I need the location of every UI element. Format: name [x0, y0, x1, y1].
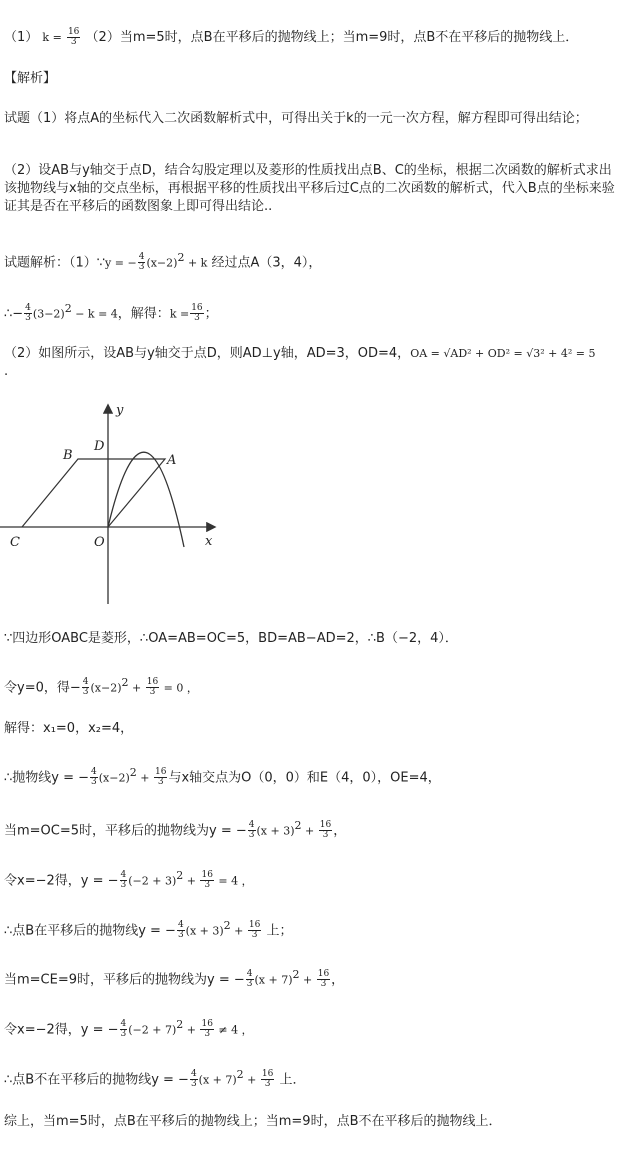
fraction: $\frac{16}{3}$	[67, 27, 80, 47]
point-C-label: C	[10, 535, 20, 550]
analysis-header: 【解析】	[4, 71, 57, 86]
fraction: $\frac{4}{3}$	[248, 820, 255, 841]
analysis-paragraph-2: （2）设AB与y轴交于点D，结合勾股定理以及菱形的性质找出点B、C的坐标，根据二次函数的解析式求出该抛物线与x轴的交点坐标，再根据平移的性质找出平移后过C点的二次函数的解析式，代入B点的坐标来验证其是否在平移后的函数图象上即可得出结论..	[4, 163, 615, 214]
fraction: $\frac{4}{3}$	[190, 1069, 197, 1090]
rhombus-OABC	[22, 459, 165, 527]
fraction: $\frac{4}{3}$	[91, 767, 97, 788]
solution-line-12: 令x=−2得，y = − $\frac{4}{3}$ $(-2 + 7)^2$ + $\frac{16}{3}$ ≠ 4 ，	[4, 1018, 253, 1040]
fraction: $\frac{16}{3}$	[319, 820, 332, 841]
solution-line-1: 试题解析：（1）∵y = − $\frac{4}{3}$ $(x-2)^2 + k$ 经过点A（3，4），	[4, 251, 322, 273]
point-A-label: A	[167, 453, 177, 468]
solution-line-10: ∴点B在平移后的抛物线y = − $\frac{4}{3}$ $(x + 3)^2$ + $\frac{16}{3}$ 上；	[4, 919, 293, 941]
fraction: $\frac{16}{3}$	[154, 767, 167, 788]
y-axis-label: y	[116, 403, 124, 418]
answer-part2-text: （2）当m=5时，点B在平移后的抛物线上；当m=9时，点B不在平移后的抛物线上．	[85, 30, 579, 45]
solution-line-11: 当m=CE=9时，平移后的抛物线为y = − $\frac{4}{3}$ $(x + 7)^2$ + $\frac{16}{3}$ ，	[4, 968, 345, 990]
fraction: $\frac{16}{3}$	[248, 920, 261, 941]
solution-line-2: ∴− $\frac{4}{3}$ $(3-2)^2 - k = 4$，解得：k = $\frac{16}{3}$ ；	[4, 302, 218, 324]
solution-line-6: 解得：x₁=0，x₂=4，	[4, 721, 134, 736]
solution-line-7: ∴抛物线y = − $\frac{4}{3}$ $(x-2)^2$ + $\frac{16}{3}$ 与x轴交点为O（0，0）和E（4，0），OE=4，	[4, 766, 441, 788]
fraction: $\frac{16}{3}$	[201, 870, 213, 891]
fraction: $\frac{16}{3}$	[191, 303, 203, 324]
coordinate-graph	[0, 398, 230, 608]
answer-part1-label: （1）	[4, 30, 39, 45]
fraction: $\frac{4}{3}$	[82, 677, 89, 698]
point-D-label: D	[94, 439, 105, 454]
fraction: $\frac{16}{3}$	[261, 1069, 274, 1090]
fraction: $\frac{16}{3}$	[146, 677, 159, 698]
fraction: $\frac{4}{3}$	[246, 969, 253, 990]
fraction: $\frac{4}{3}$	[25, 303, 31, 324]
solution-line-3: （2）如图所示，设AB与y轴交于点D，则AD⊥y轴，AD=3，OD=4，OA = √AD² + OD² = √3² + 4² = 5	[4, 346, 596, 361]
answer-line	[4, 28, 578, 47]
solution-line-5: 令y=0，得− $\frac{4}{3}$ $(x-2)^2$ + $\frac{16}{3}$ = 0 ，	[4, 676, 198, 698]
solution-line-4: ∵四边形OABC是菱形，∴OA=AB=OC=5，BD=AB−AD=2，∴B（−2，4）．	[4, 631, 458, 646]
solution-line-3-dot: .	[4, 364, 9, 379]
fraction: $\frac{16}{3}$	[201, 1019, 213, 1040]
solution-conclusion: 综上，当m=5时，点B在平移后的抛物线上；当m=9时，点B不在平移后的抛物线上．	[4, 1114, 502, 1129]
solution-line-13: ∴点B不在平移后的抛物线y = − $\frac{4}{3}$ $(x + 7)^2$ + $\frac{16}{3}$ 上．	[4, 1068, 306, 1090]
point-B-label: B	[63, 448, 73, 463]
answer-k-expr: k =	[42, 31, 62, 44]
analysis-paragraph-1: 试题（1）将点A的坐标代入二次函数解析式中，可得出关于k的一元一次方程，解方程即可得出结论；	[4, 111, 588, 126]
fraction: $\frac{4}{3}$	[120, 1019, 127, 1040]
fraction: $\frac{16}{3}$	[317, 969, 330, 990]
fraction: $\frac{4}{3}$	[138, 252, 145, 273]
point-O-label: O	[94, 535, 105, 550]
x-axis-label: x	[205, 534, 213, 549]
solution-line-8: 当m=OC=5时，平移后的抛物线为y = − $\frac{4}{3}$ $(x + 3)^2$ + $\frac{16}{3}$ ，	[4, 819, 347, 841]
solution-line-9: 令x=−2得，y = − $\frac{4}{3}$ $(-2 + 3)^2$ + $\frac{16}{3}$ = 4 ，	[4, 869, 253, 891]
fraction: $\frac{4}{3}$	[120, 870, 127, 891]
fraction: $\frac{4}{3}$	[177, 920, 184, 941]
